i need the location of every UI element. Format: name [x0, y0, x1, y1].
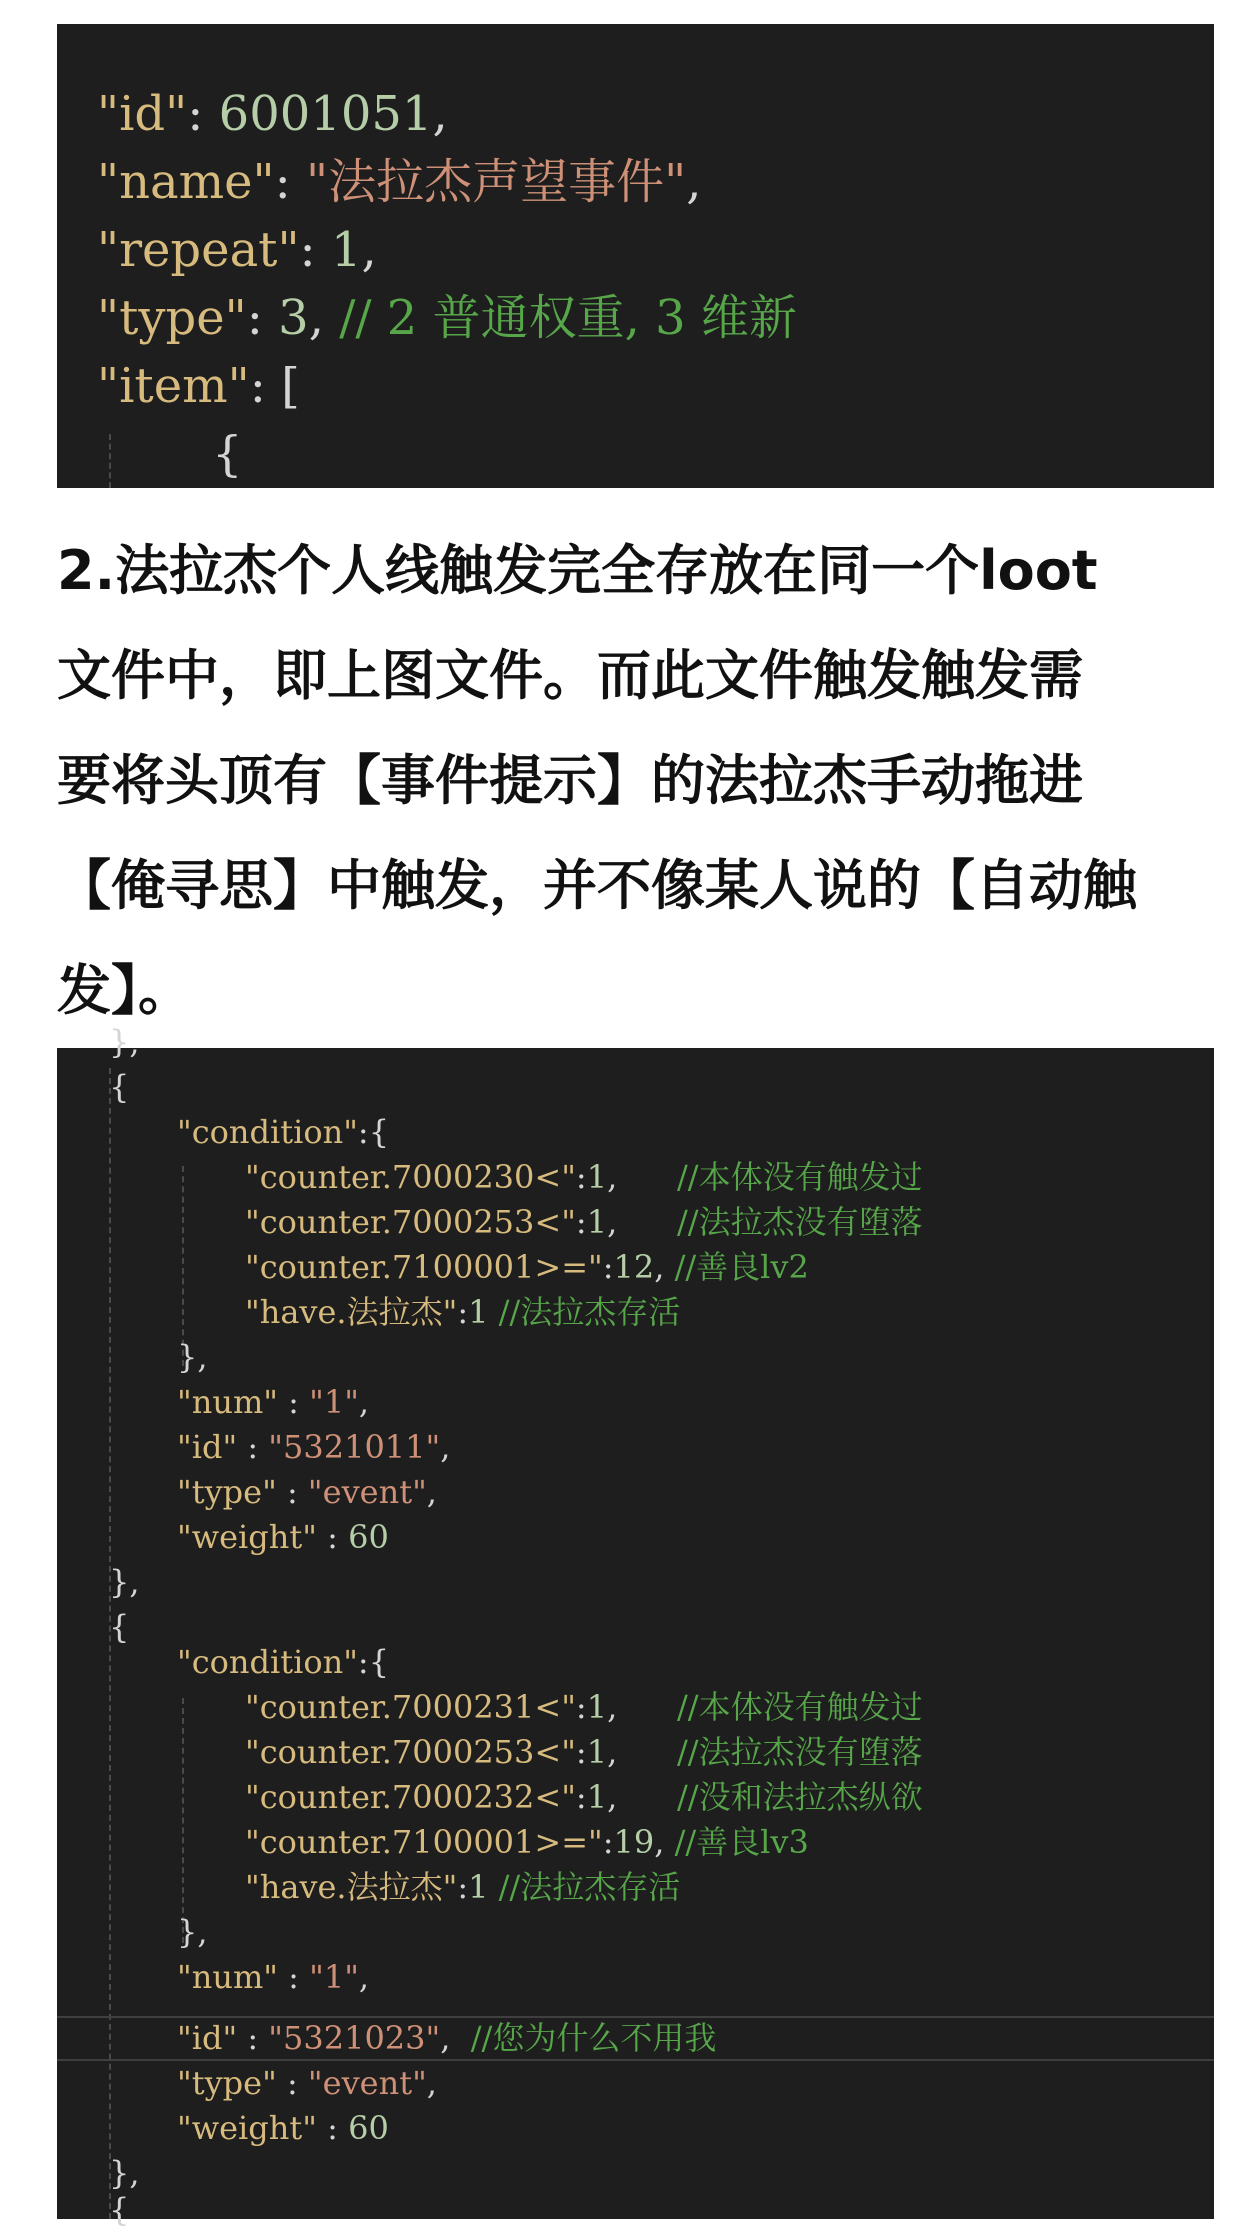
code-line: "weight" : 60 [177, 2109, 389, 2147]
code-comment: //法拉杰存活 [498, 1868, 681, 1906]
code-line: "repeat": 1, [97, 222, 377, 278]
code-line: { [109, 1608, 130, 1646]
code-line: }, [109, 1563, 140, 1601]
code-line: "counter.7100001>=":19, //善良lv3 [245, 1823, 809, 1861]
code-line: "condition":{ [177, 1643, 390, 1681]
code-comment: //法拉杰存活 [498, 1293, 681, 1331]
code-line: { [109, 1068, 130, 1106]
code-line: { [109, 2191, 130, 2229]
code-line: "weight" : 60 [177, 1518, 389, 1556]
paragraph-line: 发】。 [57, 959, 192, 1022]
code-line: "id" : "5321011", [177, 1428, 451, 1466]
paragraph-line: 要将头顶有【事件提示】的法拉杰手动拖进 [57, 749, 1083, 812]
indent-guide [109, 434, 111, 488]
code-line: "id": 6001051, [97, 86, 448, 142]
indent-guide [182, 1698, 184, 1943]
code-line: "item": [ [97, 358, 300, 414]
code-line: "counter.7000253<":1, //法拉杰没有堕落 [245, 1200, 1214, 1245]
code-comment: //法拉杰没有堕落 [677, 1733, 923, 1771]
code-line: "type" : "event", [177, 2064, 437, 2102]
code-line: }, [109, 2154, 140, 2192]
code-comment: //善良lv2 [674, 1248, 809, 1286]
code-comment: //法拉杰没有堕落 [677, 1203, 923, 1241]
code-line: "id" : "5321023", //您为什么不用我 [177, 2019, 717, 2057]
code-snippet-top [57, 24, 1214, 488]
code-comment: //没和法拉杰纵欲 [677, 1778, 923, 1816]
code-line: "counter.7000230<":1, //本体没有触发过 [245, 1155, 1214, 1200]
code-line: "counter.7000253<":1, //法拉杰没有堕落 [245, 1730, 1214, 1775]
code-line: }, [177, 1913, 208, 1951]
code-line: }, [177, 1338, 208, 1376]
code-comment: //本体没有触发过 [677, 1158, 923, 1196]
code-line: "counter.7000231<":1, //本体没有触发过 [245, 1685, 1214, 1730]
code-snippet-bottom [57, 1023, 1214, 2229]
code-line: }, [109, 1023, 140, 1061]
code-line: "counter.7100001>=":12, //善良lv2 [245, 1248, 809, 1286]
explanation-paragraph [57, 518, 1227, 1043]
code-comment: //您为什么不用我 [470, 2019, 717, 2057]
code-line: "have.法拉杰":1 //法拉杰存活 [245, 1293, 681, 1331]
paragraph-line: 文件中，即上图文件。而此文件触发触发需 [57, 644, 1083, 707]
code-comment: //本体没有触发过 [677, 1688, 923, 1726]
paragraph-line: 2.法拉杰个人线触发完全存放在同一个loot [57, 539, 1098, 602]
code-line: "have.法拉杰":1 //法拉杰存活 [245, 1868, 681, 1906]
code-comment: //善良lv3 [674, 1823, 809, 1861]
code-line: "num" : "1", [177, 1958, 370, 1996]
code-line: "num" : "1", [177, 1383, 370, 1421]
code-line: "condition":{ [177, 1113, 390, 1151]
code-line: "name": "法拉杰声望事件", [97, 154, 702, 210]
code-comment: // 2 普通权重, 3 维新 [339, 290, 797, 346]
code-line: { [212, 426, 243, 482]
code-line: "type": 3, // 2 普通权重, 3 维新 [97, 290, 797, 346]
paragraph-line: 【俺寻思】中触发，并不像某人说的【自动触 [57, 854, 1137, 917]
code-line: "counter.7000232<":1, //没和法拉杰纵欲 [245, 1775, 1214, 1820]
code-line: "type" : "event", [177, 1473, 437, 1511]
